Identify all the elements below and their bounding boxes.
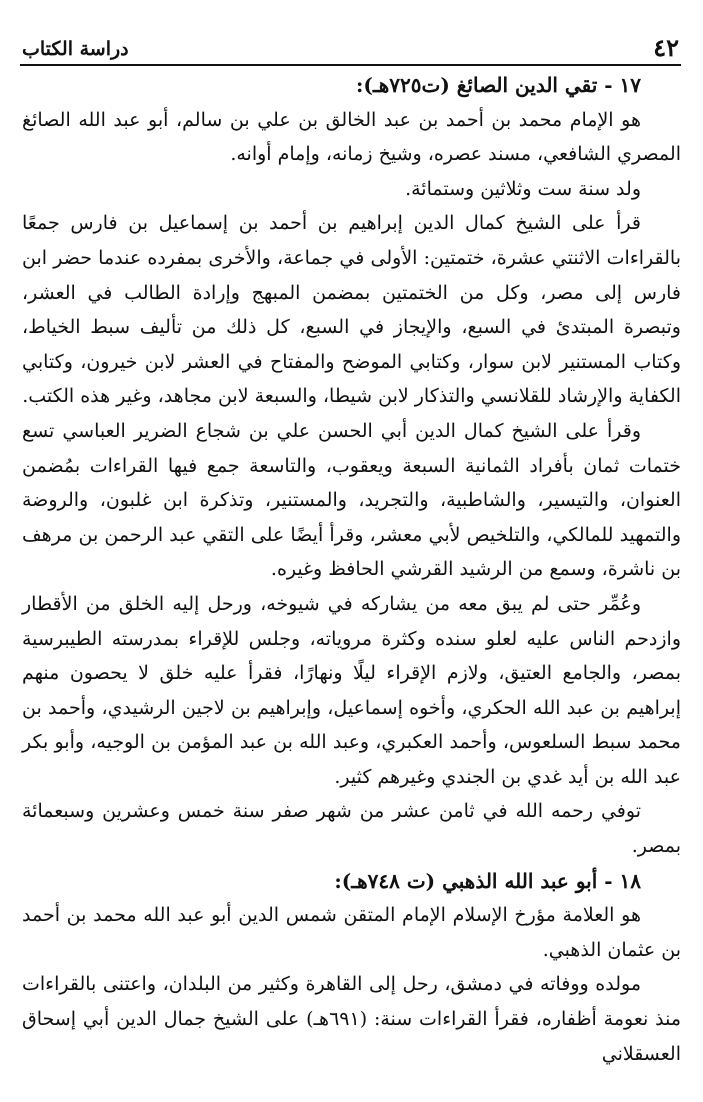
- section-heading-18: ١٨ - أبو عبد الله الذهبي (ت ٧٤٨هـ):: [334, 868, 641, 893]
- paragraph: مولده ووفاته في دمشق، رحل إلى القاهرة وكثير من البلدان، واعتنى بالقراءات منذ نعومة أظفاره، فقرأ القراءات سنة: (٦٩١هـ) على الشيخ جمال الدين أبي إسحاق العسقلاني: [22, 973, 682, 1065]
- page-number: ٤٢: [653, 33, 679, 62]
- paragraph: توفي رحمه الله في ثامن عشر من شهر صفر سنة خمس وعشرين وسبعمائة بمصر.: [22, 800, 681, 858]
- section-heading-17: ١٧ - تقي الدين الصائغ (ت٧٢٥هـ):: [356, 73, 641, 97]
- paragraph: ولد سنة ست وثلاثين وستمائة.: [405, 177, 641, 200]
- paragraph: وقرأ على الشيخ كمال الدين أبي الحسن علي بن شجاع الضرير العباسي تسع ختمات ثمان بأفراد الثمانية السبعة ويعقوب، والتاسعة جمع فيها القراءات بمُضمن العنوان، والتيسير، والشاطبية، والتجريد، والمستنير، وتذكرة ابن غلبون، والروضة والتمهيد للمالكي، والتلخيص لأبي معشر، وقرأ أيضًا على التقي عبد الرحمن بن مرهف بن ناشرة، وسمع من الرشيد القرشي الحافظ وغيره.: [22, 419, 681, 581]
- running-title: دراسة الكتاب: [22, 38, 129, 60]
- paragraph: هو العلامة مؤرخ الإسلام الإمام المتقن شمس الدين أبو عبد الله محمد بن أحمد بن عثمان الذهبي.: [22, 904, 681, 961]
- paragraph: هو الإمام محمد بن أحمد بن عبد الخالق بن علي بن سالم، أبو عبد الله الصائغ المصري الشافعي، مسند عصره، وشيخ زمانه، وإمام أوانه.: [22, 108, 681, 166]
- paragraph: وعُمِّر حتى لم يبق معه من يشاركه في شيوخه، ورحل إليه الخلق من الأقطار وازدحم الناس عليه لعلو سنده وكثرة مروياته، وجلس للإقراء بمدرسته الطيبرسية بمصر، والجامع العتيق، ولازم الإقراء ليلًا ونهارًا، فقرأ عليه خلق لا يحصون منهم إبراهيم بن عبد الله الحكري، وأخوه إسماعيل، وإبراهيم بن لاجين الرشيدي، وأحمد بن محمد سبط السلعوس، وأحمد العكبري، وعبد الله بن عبد المؤمن بن الوجيه، وأبو بكر عبد الله بن أيد غدي بن الجندي وغيرهم كثير.: [22, 592, 681, 788]
- page-header: [20, 28, 681, 66]
- page-body: [22, 68, 681, 1071]
- paragraph: قرأ على الشيخ كمال الدين إبراهيم بن أحمد بن إسماعيل بن فارس جمعًا بالقراءات الاثنتي عشرة، ختمتين: الأولى في جماعة، والأخرى بمفرده عندما حضر ابن فارس إلى مصر، وكل من الختمتين بمضمن المبهج وإرادة الطالب في العشر، وتبصرة المبتدئ في السبع، والإيجاز في السبع، كل ذلك من تأليف سبط الخياط، وكتاب المستنير لابن سوار، وكتابي الموضح والمفتاح في العشر لابن خيرون، وكتابي الكفاية والإرشاد للقلانسي والتذكار لابن شيطا، والسبعة لابن مجاهد، وغير هذه الكتب.: [22, 212, 682, 408]
